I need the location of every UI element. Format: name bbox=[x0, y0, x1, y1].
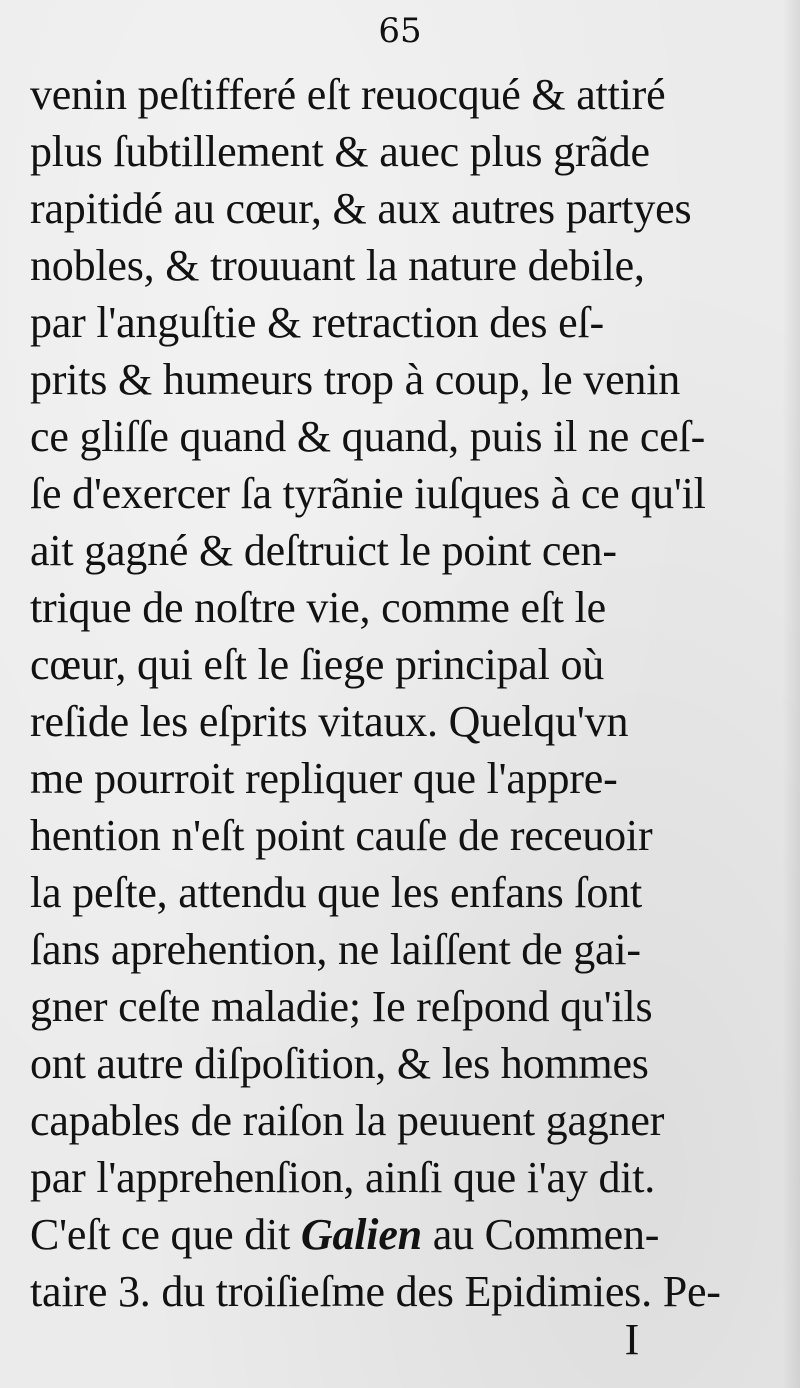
text-line: prits & humeurs trop à coup, le venin bbox=[30, 355, 681, 404]
text-line: la peſte, attendu que les enfans ſont bbox=[30, 868, 643, 917]
body-text bbox=[30, 66, 775, 1320]
text-line: ont autre diſpoſition, & les hommes bbox=[30, 1039, 649, 1088]
text-line: me pourroit repliquer que l'appre- bbox=[30, 754, 618, 803]
text-line: venin peſtifferé eſt reuocqué & attiré bbox=[30, 70, 666, 119]
text-line: par l'anguſtie & retraction des eſ- bbox=[30, 298, 604, 347]
text-line: trique de noſtre vie, comme eſt le bbox=[30, 583, 606, 632]
page-number: 65 bbox=[378, 11, 422, 51]
text-line-start: C'eſt ce que dit bbox=[30, 1210, 291, 1259]
text-line: nobles, & trouuant la nature debile, bbox=[30, 241, 645, 290]
page-edge-shadow bbox=[782, 0, 800, 1388]
text-line: ait gagné & deſtruict le point cen- bbox=[30, 526, 617, 575]
text-line-galien bbox=[30, 1206, 775, 1263]
text-line: reſide les eſprits vitaux. Quelqu'vn bbox=[30, 697, 629, 746]
signature-mark: I bbox=[624, 1315, 640, 1364]
text-line: capables de raiſon la peuuent gagner bbox=[30, 1096, 665, 1145]
text-line: plus ſubtillement & auec plus grãde bbox=[30, 127, 650, 176]
text-line: taire 3. du troiſieſme des Epidimies. Pe- bbox=[30, 1267, 721, 1316]
text-line: par l'apprehenſion, ainſi que i'ay dit. bbox=[30, 1153, 656, 1202]
text-line: ce gliſſe quand & quand, puis il ne ceſ- bbox=[30, 412, 706, 461]
text-line: hention n'eſt point cauſe de receuoir bbox=[30, 811, 653, 860]
text-line-end: au Commen- bbox=[421, 1210, 660, 1259]
text-line: gner ceſte maladie; Ie reſpond qu'ils bbox=[30, 982, 653, 1031]
italic-name-galien: Galien bbox=[300, 1210, 422, 1259]
text-line: ſe d'exercer ſa tyrãnie iuſques à ce qu'il bbox=[30, 469, 706, 518]
text-line: ſans aprehention, ne laiſſent de gai- bbox=[30, 925, 641, 974]
text-line: cœur, qui eſt le ſiege principal où bbox=[30, 640, 605, 689]
text-line: rapitidé au cœur, & aux autres partyes bbox=[30, 184, 692, 233]
